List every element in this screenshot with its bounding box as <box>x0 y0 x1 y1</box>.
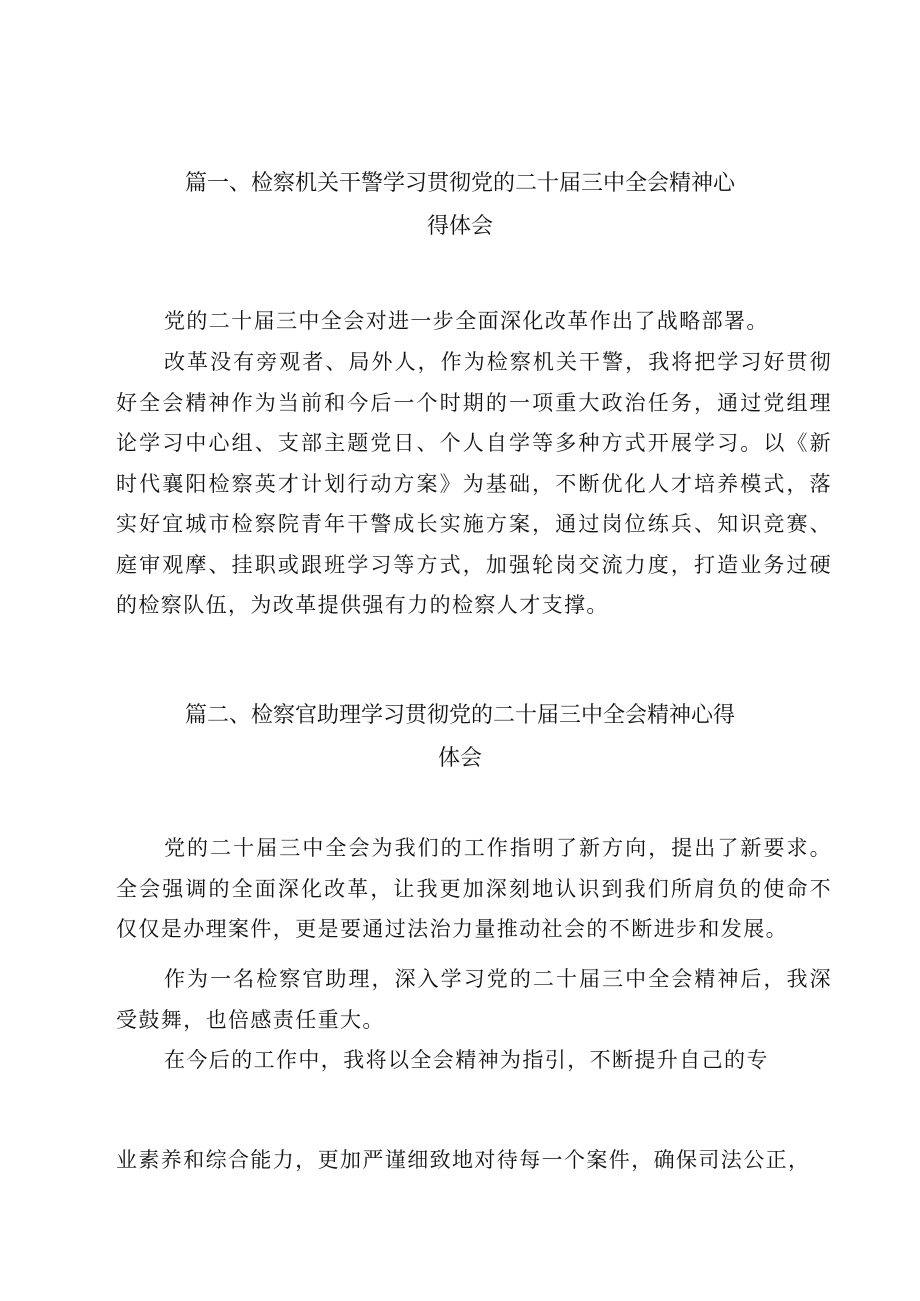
section-2-title-line-2: 体会 <box>437 746 482 772</box>
section-2-paragraph-continuation: 业素养和综合能力，更加严谨细致地对待每一个案件，确保司法公正， <box>116 1148 811 1172</box>
section-1-paragraph-2: 改革没有旁观者、局外人，作为检察机关干警，我将把学习好贯彻好全会精神作为当前和今后一个时期的一项重大政治任务，通过党组理论学习中心组、支部主题党日、个人自学等多种方式开展学习。以《新时代襄阳检察英才计划行动方案》为基础，不断优化人才培养模式，落实好宜城市检察院青年干警成长实施方案，通过岗位练兵、知识竞赛、庭审观摩、挂职或跟班学习等方式，加强轮岗交流力度，打造业务过硬的检察队伍，为改革提供强有力的检察人才支撑。 <box>116 350 832 617</box>
section-2-title-line-1: 篇二、检察官助理学习贯彻党的二十届三中全会精神心得 <box>184 703 735 729</box>
section-2-paragraph-1: 党的二十届三中全会为我们的工作指明了新方向，提出了新要求。全会强调的全面深化改革，让我更加深刻地认识到我们所肩负的使命不仅仅是办理案件，更是要通过法治力量推动社会的不断进步和发展。 <box>116 836 832 941</box>
section-1-title-line-1: 篇一、检察机关干警学习贯彻党的二十届三中全会精神心 <box>184 171 735 197</box>
section-2-paragraph-2: 作为一名检察官助理，深入学习党的二十届三中全会精神后，我深受鼓舞，也倍感责任重大。 <box>116 967 832 1032</box>
section-2-paragraph-3: 在今后的工作中，我将以全会精神为指引，不断提升自己的专 <box>164 1048 769 1072</box>
section-2-title <box>0 694 920 780</box>
section-1-paragraph-1: 党的二十届三中全会对进一步全面深化改革作出了战略部署。 <box>164 309 769 333</box>
section-1-title-line-2: 得体会 <box>426 214 493 240</box>
section-1-title <box>0 162 920 248</box>
